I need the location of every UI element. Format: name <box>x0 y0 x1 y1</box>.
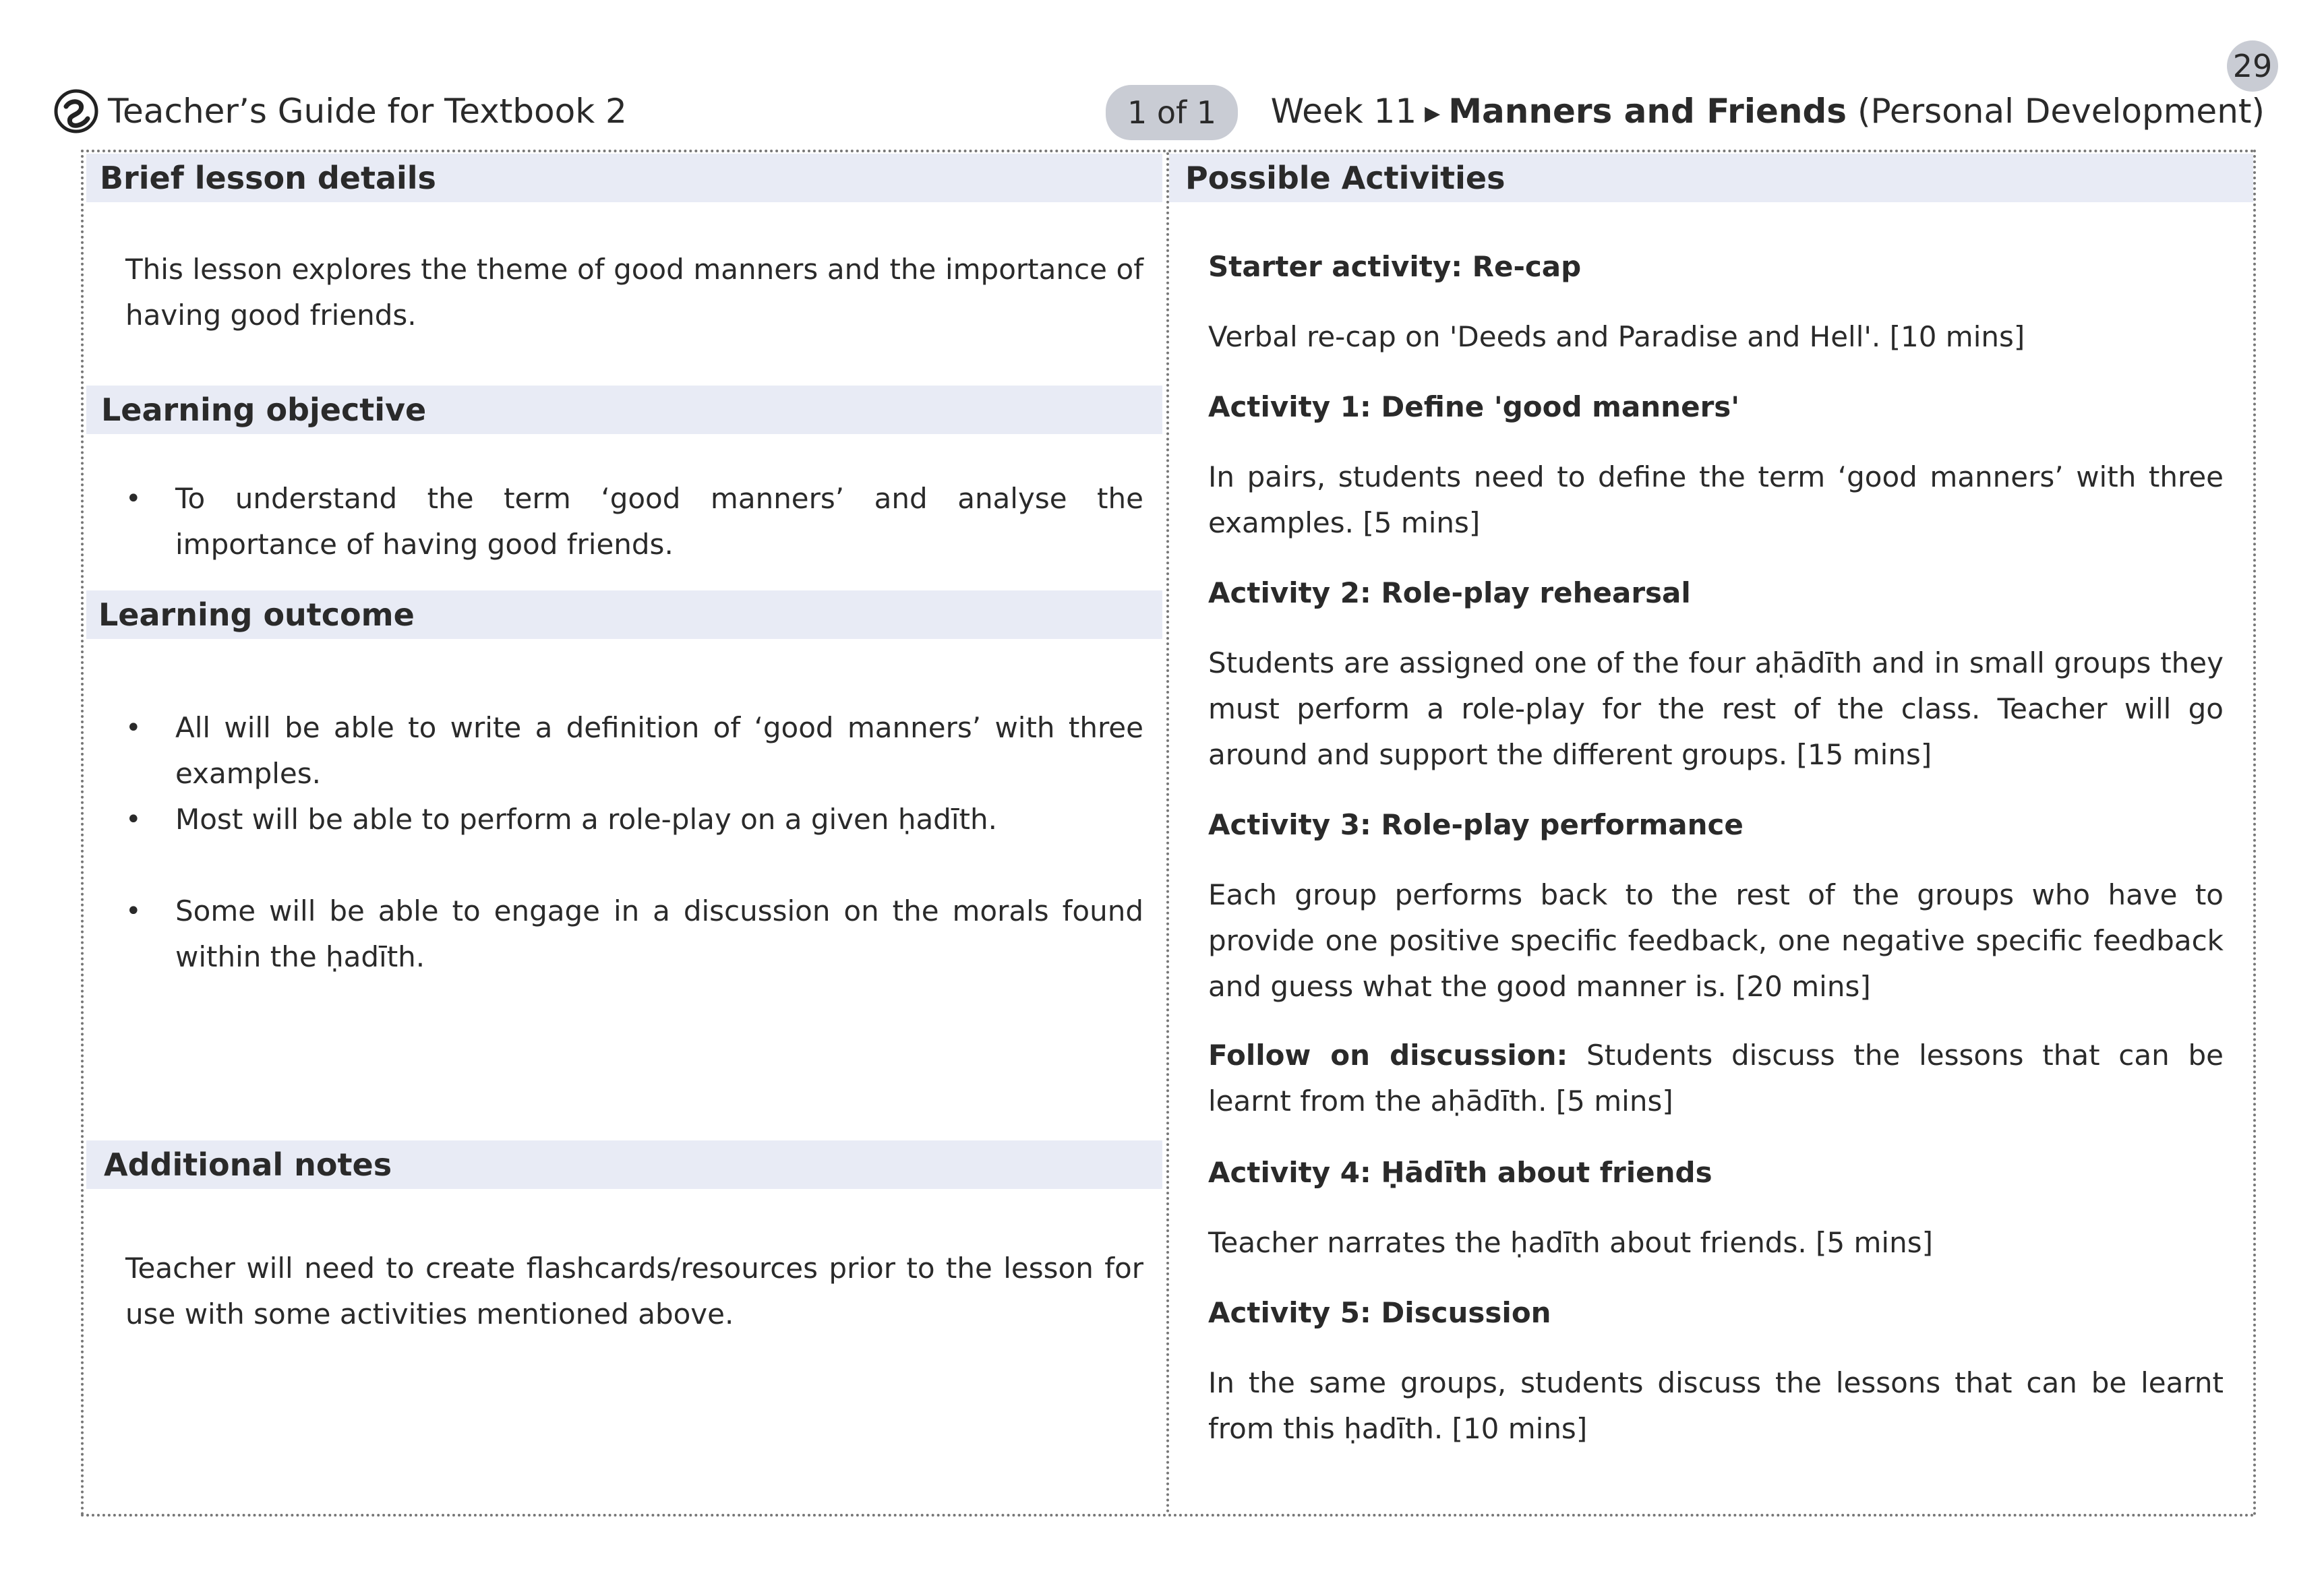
notes-text: Teacher will need to create flashcards/resources prior to the lesson for use with some activities mentioned above. <box>125 1252 1143 1331</box>
topic-type: (Personal Development) <box>1857 92 2265 131</box>
follow-on-title: Follow on discussion: <box>1208 1039 1568 1072</box>
activity-text: In the same groups, students discuss the lessons that can be learnt from this ḥadīth. [10 mins] <box>1208 1366 2224 1445</box>
outcome-item: Most will be able to perform a role-play on a given ḥadīth. <box>175 803 997 836</box>
bullet-icon: • <box>125 483 142 514</box>
activity-text: Verbal re-cap on 'Deeds and Paradise and Hell'. [10 mins] <box>1208 320 2025 353</box>
objective-item: To understand the term ‘good manners’ and analyse the importance of having good friends. <box>175 482 1143 561</box>
activity-title: Activity 4: Ḥādīth about friends <box>1208 1156 1712 1189</box>
activity-text: Teacher narrates the ḥadīth about friends. [5 mins] <box>1208 1226 1933 1259</box>
activity-text: In pairs, students need to define the term ‘good manners’ with three examples. [5 mins] <box>1208 460 2224 539</box>
outcome-section-title: Learning outcome <box>98 597 415 633</box>
activity-title: Activity 2: Role-play rehearsal <box>1208 576 1691 609</box>
follow-on-text: Students discuss the lessons that can be learnt from the aḥādīth. [5 mins] <box>1208 1039 2224 1118</box>
topic-title: Manners and Friends <box>1448 92 1847 131</box>
outcome-item: Some will be able to engage in a discussion on the morals found within the ḥadīth. <box>175 894 1143 973</box>
page-header <box>0 81 2324 148</box>
activity-title: Starter activity: Re-cap <box>1208 250 1582 283</box>
outcome-item: All will be able to write a definition of ‘good manners’ with three examples. <box>175 711 1143 790</box>
follow-on-discussion <box>1208 1033 2224 1124</box>
column-divider <box>1166 152 1169 1514</box>
caret-right-icon: ▶ <box>1425 102 1441 125</box>
bullet-icon: • <box>125 804 142 835</box>
activity-text: Students are assigned one of the four aḥādīth and in small groups they must perform a role-play for the rest of the class. Teacher will go around and support the different groups. [15 mins] <box>1208 646 2224 771</box>
page-number-badge: 29 <box>2227 40 2278 92</box>
activity-text: Each group performs back to the rest of the groups who have to provide one positive specific feedback, one negative specific feedback and guess what the good manner is. [20 mins] <box>1208 878 2224 1003</box>
activity-title: Activity 5: Discussion <box>1208 1296 1551 1329</box>
brief-text: This lesson explores the theme of good manners and the importance of having good friends. <box>125 253 1143 332</box>
notes-section-title: Additional notes <box>104 1146 392 1183</box>
activities-section-title: Possible Activities <box>1185 160 1506 196</box>
brief-section-title: Brief lesson details <box>100 160 436 196</box>
bullet-icon: • <box>125 712 142 743</box>
week-topic-heading <box>1271 92 2265 131</box>
pager-indicator[interactable]: 1 of 1 <box>1106 85 1238 140</box>
bullet-icon: • <box>125 896 142 927</box>
guide-title: Teacher’s Guide for Textbook 2 <box>108 92 627 131</box>
week-label: Week 11 <box>1270 92 1417 131</box>
publisher-logo-icon <box>54 89 98 133</box>
lesson-plan-frame <box>81 150 2256 1517</box>
objective-section-title: Learning objective <box>101 392 427 428</box>
activity-title: Activity 1: Define 'good manners' <box>1208 390 1740 423</box>
activity-title: Activity 3: Role-play performance <box>1208 808 1744 841</box>
